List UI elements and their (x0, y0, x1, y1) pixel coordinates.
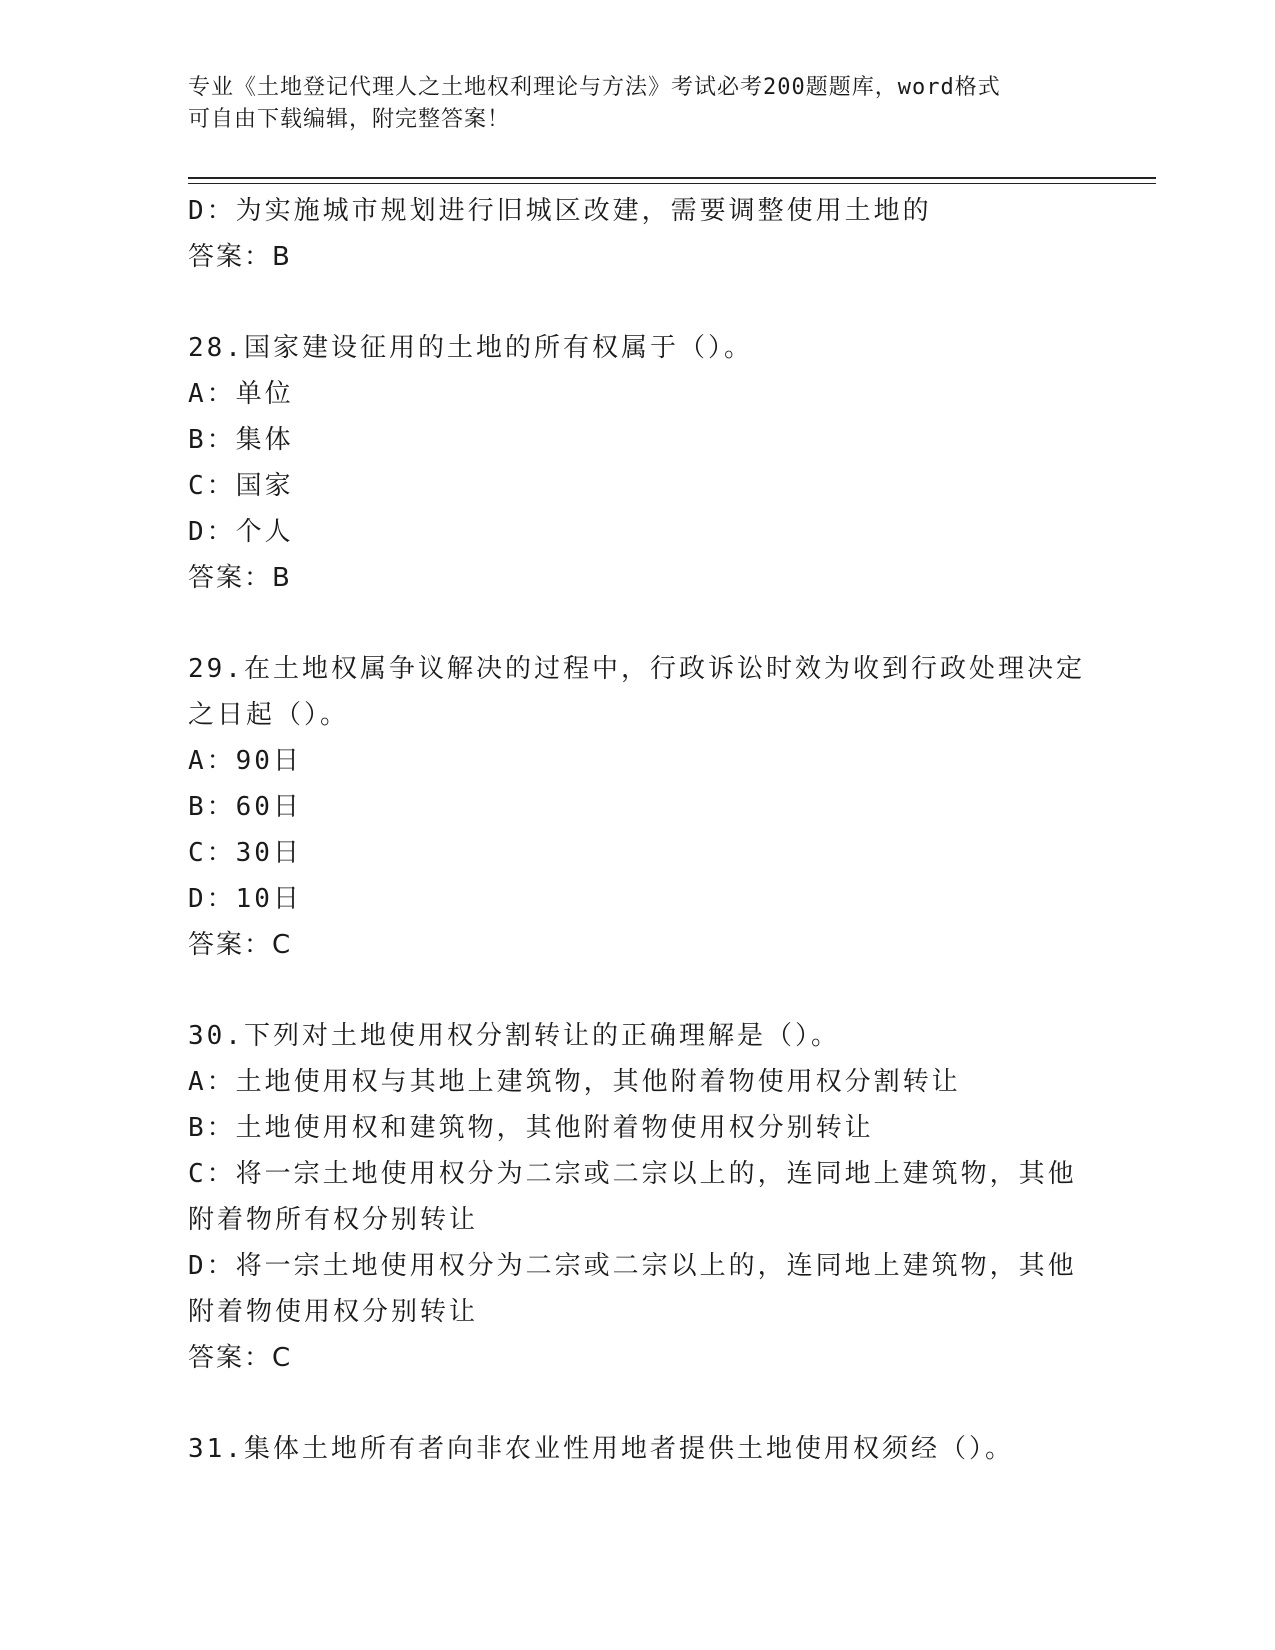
option-a: A：单位 (188, 379, 294, 409)
option-d: D：个人 (188, 517, 294, 547)
question-block (188, 1013, 1088, 1381)
question-block (188, 646, 1088, 968)
question-stem: 30.下列对土地使用权分割转让的正确理解是（）。 (188, 1021, 840, 1051)
answer-line: 答案：B (188, 563, 292, 593)
option-b: B：土地使用权和建筑物，其他附着物使用权分别转让 (188, 1113, 874, 1143)
answer-line: 答案：B (188, 242, 292, 272)
question-spacer (188, 1381, 1088, 1426)
option-c: C：30日 (188, 838, 302, 868)
question-spacer (188, 601, 1088, 646)
answer-line: 答案：C (188, 1343, 293, 1373)
option-c: 附着物所有权分别转让 (188, 1205, 479, 1235)
header-rule-thick (188, 177, 1156, 179)
option-a: A：土地使用权与其地上建筑物，其他附着物使用权分割转让 (188, 1067, 961, 1097)
option-c: C：国家 (188, 471, 294, 501)
page-content (188, 188, 1088, 1472)
option-d: D：将一宗土地使用权分为二宗或二宗以上的，连同地上建筑物，其他 (188, 1251, 1077, 1281)
option-d: D：10日 (188, 884, 302, 914)
header-rule-thin (188, 183, 1156, 184)
header-line-1: 专业《土地登记代理人之土地权利理论与方法》考试必考200题题库，word格式 (188, 75, 1001, 100)
question-spacer (188, 280, 1088, 325)
question-stem: 之日起（）。 (188, 700, 350, 730)
question-spacer (188, 968, 1088, 1013)
question-block (188, 325, 1088, 601)
option-c: C：将一宗土地使用权分为二宗或二宗以上的，连同地上建筑物，其他 (188, 1159, 1077, 1189)
previous-question-tail (188, 188, 1088, 280)
option-b: B：集体 (188, 425, 294, 455)
option-d: D：为实施城市规划进行旧城区改建，需要调整使用土地的 (188, 196, 932, 226)
option-b: B：60日 (188, 792, 302, 822)
question-stem: 31.集体土地所有者向非农业性用地者提供土地使用权须经（）。 (188, 1434, 1014, 1464)
question-stem: 28.国家建设征用的土地的所有权属于（）。 (188, 333, 753, 363)
page-header (188, 72, 1068, 136)
option-d: 附着物使用权分别转让 (188, 1297, 479, 1327)
question-block (188, 1426, 1088, 1472)
question-stem: 29.在土地权属争议解决的过程中，行政诉讼时效为收到行政处理决定 (188, 654, 1085, 684)
option-a: A：90日 (188, 746, 302, 776)
header-line-2: 可自由下载编辑，附完整答案！ (188, 107, 511, 132)
answer-line: 答案：C (188, 930, 293, 960)
question-list (188, 280, 1088, 1472)
